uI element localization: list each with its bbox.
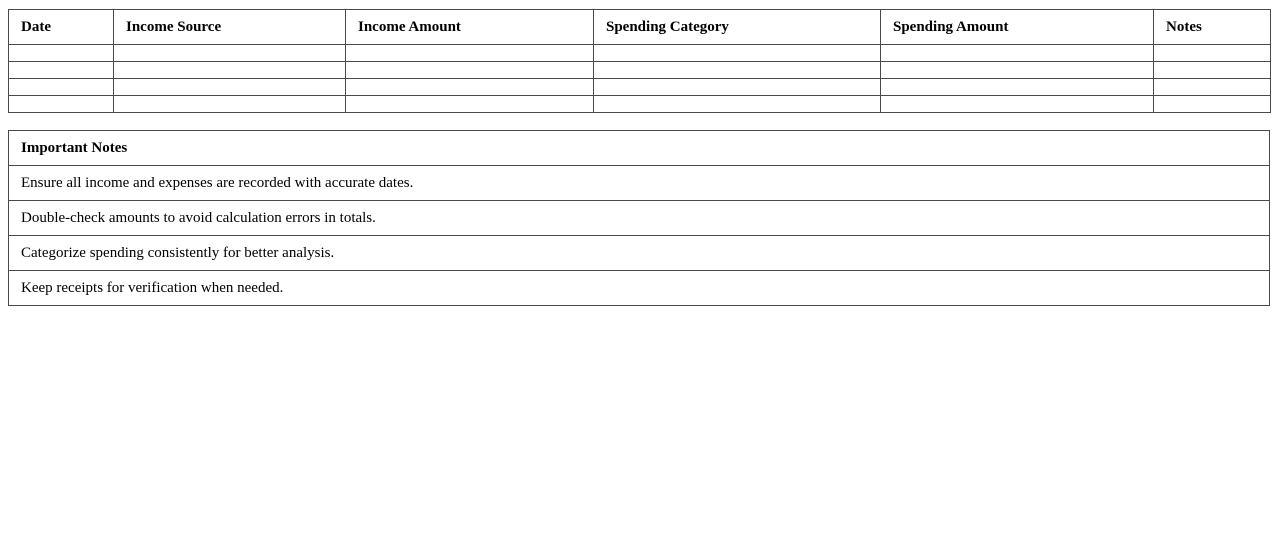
cell-notes[interactable] bbox=[1154, 62, 1271, 79]
note-text: Categorize spending consistently for better analysis. bbox=[9, 236, 1270, 271]
cell-income-amount[interactable] bbox=[346, 45, 594, 62]
header-income-amount: Income Amount bbox=[346, 10, 594, 45]
list-item bbox=[9, 271, 1270, 306]
cell-date[interactable] bbox=[9, 62, 114, 79]
cell-notes[interactable] bbox=[1154, 45, 1271, 62]
table-row bbox=[9, 45, 1271, 62]
cell-spending-amount[interactable] bbox=[881, 45, 1154, 62]
cell-spending-category[interactable] bbox=[594, 45, 881, 62]
list-item bbox=[9, 201, 1270, 236]
notes-title: Important Notes bbox=[9, 131, 1270, 166]
cell-income-amount[interactable] bbox=[346, 79, 594, 96]
cell-date[interactable] bbox=[9, 96, 114, 113]
cell-income-source[interactable] bbox=[114, 96, 346, 113]
cell-spending-category[interactable] bbox=[594, 62, 881, 79]
cell-spending-amount[interactable] bbox=[881, 62, 1154, 79]
cell-income-source[interactable] bbox=[114, 79, 346, 96]
header-notes: Notes bbox=[1154, 10, 1271, 45]
cell-income-amount[interactable] bbox=[346, 96, 594, 113]
cell-notes[interactable] bbox=[1154, 79, 1271, 96]
cell-date[interactable] bbox=[9, 45, 114, 62]
cell-spending-category[interactable] bbox=[594, 96, 881, 113]
table-row bbox=[9, 79, 1271, 96]
header-spending-amount: Spending Amount bbox=[881, 10, 1154, 45]
note-text: Double-check amounts to avoid calculation errors in totals. bbox=[9, 201, 1270, 236]
note-text: Ensure all income and expenses are recorded with accurate dates. bbox=[9, 166, 1270, 201]
important-notes-table bbox=[8, 130, 1270, 306]
cell-spending-category[interactable] bbox=[594, 79, 881, 96]
notes-header-row bbox=[9, 131, 1270, 166]
cell-spending-amount[interactable] bbox=[881, 96, 1154, 113]
header-date: Date bbox=[9, 10, 114, 45]
list-item bbox=[9, 236, 1270, 271]
table-row bbox=[9, 96, 1271, 113]
cell-spending-amount[interactable] bbox=[881, 79, 1154, 96]
cell-notes[interactable] bbox=[1154, 96, 1271, 113]
header-spending-category: Spending Category bbox=[594, 10, 881, 45]
list-item bbox=[9, 166, 1270, 201]
cell-income-source[interactable] bbox=[114, 45, 346, 62]
note-text: Keep receipts for verification when needed. bbox=[9, 271, 1270, 306]
header-income-source: Income Source bbox=[114, 10, 346, 45]
cell-date[interactable] bbox=[9, 79, 114, 96]
cell-income-source[interactable] bbox=[114, 62, 346, 79]
table-header-row bbox=[9, 10, 1271, 45]
finance-tracker-table bbox=[8, 9, 1271, 113]
cell-income-amount[interactable] bbox=[346, 62, 594, 79]
table-row bbox=[9, 62, 1271, 79]
